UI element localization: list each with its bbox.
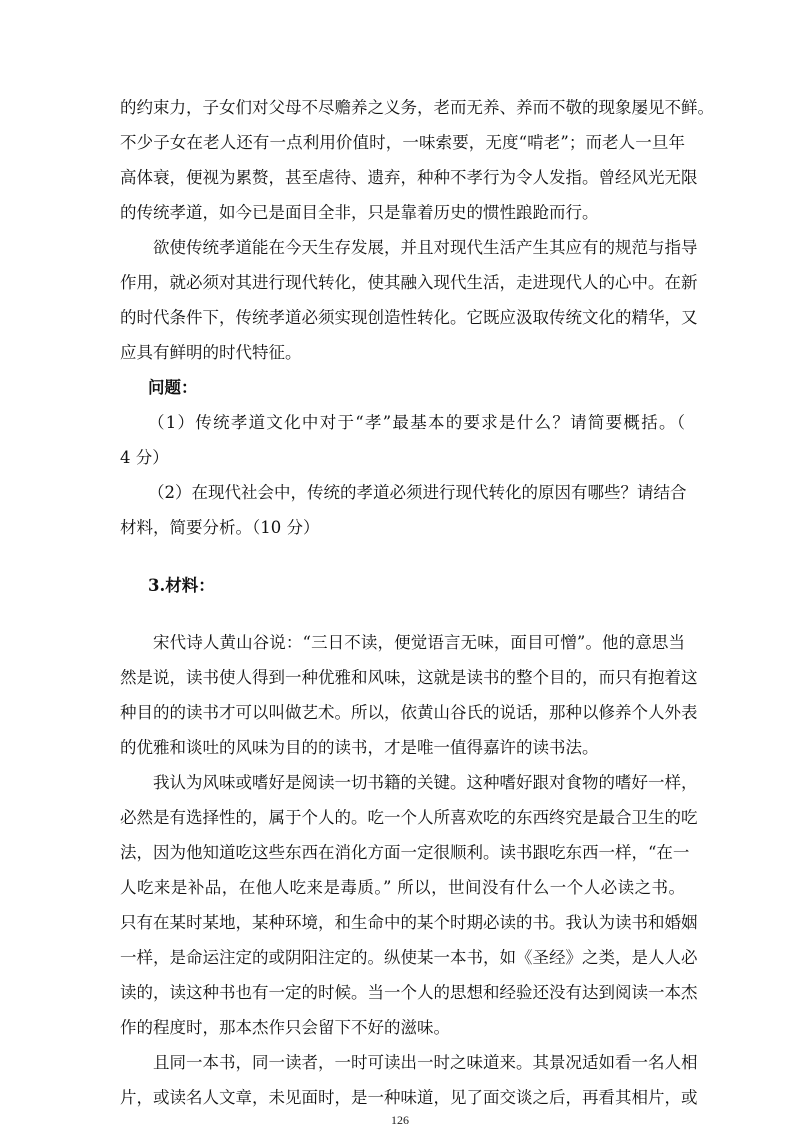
text-line: 宋代诗人黄山谷说：“三日不读，便觉语言无味，面目可憎”。他的意思当 [153, 633, 685, 652]
text-line: 种目的的读书才可以叫做艺术。所以，依黄山谷氏的说话，那种以修养个人外表 [120, 703, 698, 722]
text-line: 读的，读这种书也有一定的时候。当一个人的思想和经验还没有达到阅读一本杰 [120, 983, 698, 1002]
text-line: 作的程度时，那本杰作只会留下不好的滋味。 [120, 1018, 450, 1037]
text-line: 法，因为他知道吃这些东西在消化方面一定很顺利。读书跟吃东西一样，“在一 [120, 843, 690, 862]
question-1-score: 4 分） [120, 448, 169, 467]
text-line: 然是说，读书使人得到一种优雅和风味，这就是读书的整个目的，而只有抱着这 [120, 668, 698, 687]
text-line: 不少子女在老人还有一点利用价值时，一味索要，无度“啃老”；而老人一旦年 [120, 133, 685, 152]
section-heading: 3.材料： [148, 576, 215, 595]
text-line: 的优雅和谈吐的风味为目的的读书，才是唯一值得嘉许的读书法。 [120, 738, 599, 757]
text-line: 必然是有选择性的，属于个人的。吃一个人所喜欢吃的东西终究是最合卫生的吃 [120, 808, 698, 827]
question-2: （2）在现代社会中，传统的孝道必须进行现代转化的原因有哪些？请结合 [148, 483, 687, 502]
question-1: （1）传统孝道文化中对于“孝”最基本的要求是什么？请简要概括。（ [148, 413, 685, 432]
text-line: 的约束力，子女们对父母不尽赡养之义务，老而无养、养而不敬的现象屡见不鲜。 [120, 98, 714, 117]
questions-heading: 问题： [148, 378, 198, 397]
text-line: 只有在某时某地，某种环境，和生命中的某个时期必读的书。我认为读书和婚姻 [120, 913, 698, 932]
text-line: 高体衰，便视为累赘，甚至虐待、遗弃，种种不孝行为令人发指。曾经风光无限 [120, 168, 698, 187]
text-line: 欲使传统孝道能在今天生存发展，并且对现代生活产生其应有的规范与指导 [153, 238, 698, 257]
page-number: 126 [391, 1113, 409, 1127]
text-line: 且同一本书，同一读者，一时可读出一时之味道来。其景况适如看一名人相 [153, 1053, 698, 1072]
text-line: 应具有鲜明的时代特征。 [120, 343, 302, 362]
text-line: 的传统孝道，如今已是面目全非，只是靠着历史的惯性踉跄而行。 [120, 203, 599, 222]
text-line: 我认为风味或嗜好是阅读一切书籍的关键。这种嗜好跟对食物的嗜好一样， [153, 773, 698, 792]
text-line: 的时代条件下，传统孝道必须实现创造性转化。它既应汲取传统文化的精华，又 [120, 308, 698, 327]
text-line: 作用，就必须对其进行现代转化，使其融入现代生活，走进现代人的心中。在新 [120, 273, 698, 292]
text-line: 片，或读名人文章，未见面时，是一种味道，见了面交谈之后，再看其相片，或 [120, 1088, 698, 1107]
question-2-continuation: 材料，简要分析。（10 分） [120, 518, 320, 537]
text-line: 一样，是命运注定的或阴阳注定的。纵使某一本书，如《圣经》之类，是人人必 [120, 948, 698, 967]
text-line: 人吃来是补品，在他人吃来是毒质。” 所以，世间没有什么一个人必读之书。 [120, 878, 685, 897]
